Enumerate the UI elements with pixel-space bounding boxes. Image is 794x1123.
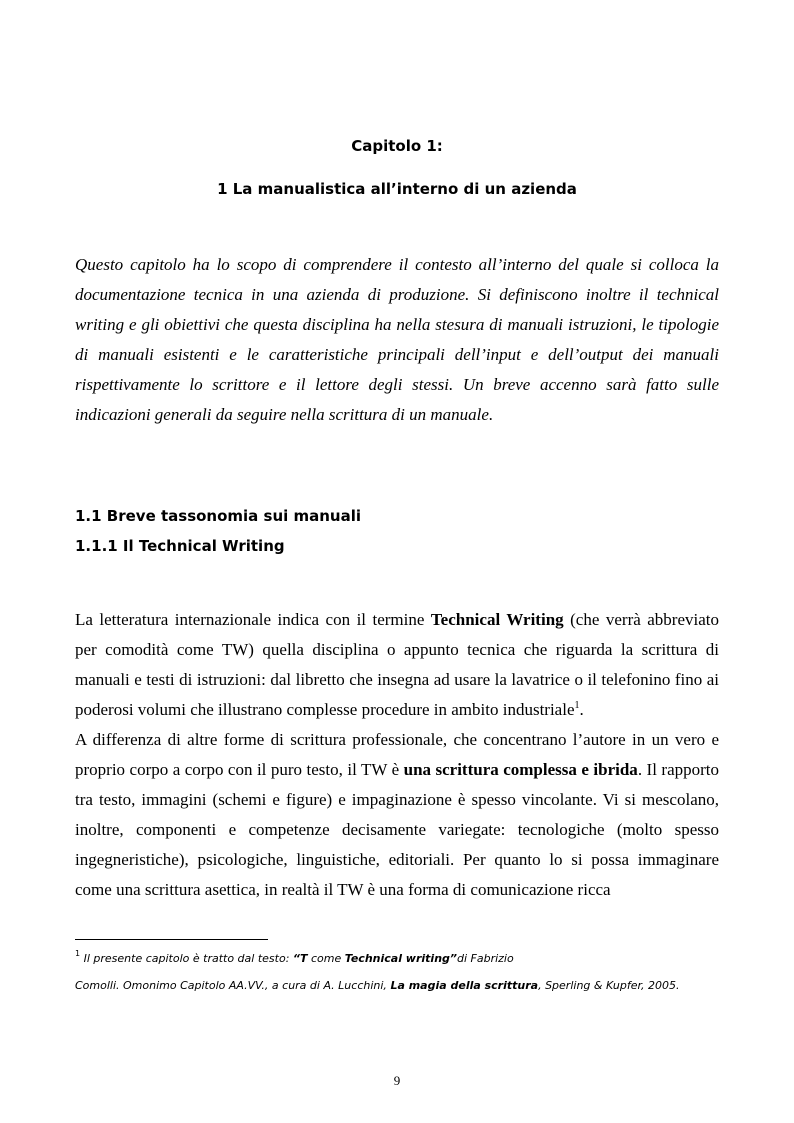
footnote-book-title: La magia della scrittura <box>390 979 539 992</box>
footnote-text-3: “T <box>292 952 308 965</box>
section-heading-1-1-1: 1.1.1 Il Technical Writing <box>75 537 285 555</box>
footnote-text-7: Comolli. Omonimo Capitolo AA.VV., a cura di A. Lucchini, <box>75 979 391 992</box>
page-number: 9 <box>393 1073 401 1088</box>
footnote-text-4: come <box>307 952 345 965</box>
footnote <box>75 945 735 999</box>
footnote-text-1: Il presente capitolo è tratto <box>83 952 235 965</box>
footnote-text-6: di Fabrizio <box>456 952 514 965</box>
section-heading-1-1: 1.1 Breve tassonomia sui manuali <box>75 507 362 525</box>
paragraph-2-text-b: . Il rapporto tra testo, immagini (schemi e figure) e impaginazione è spesso vincolante. Vi si mescolano, inoltre, componenti e competenze decisamente variegate: tecnologiche (molto spesso ingegneristiche), psicologiche, linguistiche, editoriali. Per quanto lo si possa immaginare come una scrittura asettica, in realtà il TW è una forma di comunicazione ricca <box>75 760 719 899</box>
chapter-title: 1 La manualistica all’interno di un azienda <box>217 180 577 198</box>
chapter-label: Capitolo 1: <box>351 137 443 155</box>
footnote-number: 1 <box>75 949 81 958</box>
paragraph-2-text-a: A differenza di altre forme di scrittura professionale, che concentrano l’autore in un vero e proprio corpo a corpo con il puro testo, il TW è <box>75 730 719 779</box>
paragraph-1-text-a: La letteratura internazionale indica con il termine <box>75 610 431 629</box>
paragraph-2 <box>75 725 719 905</box>
paragraph-1-text-b: (che verrà abbreviato per comodità come TW) quella disciplina o appunto tecnica che riguarda la scrittura di manuali e testi di istruzioni: dal libretto che insegna ad usare la lavatrice o il telefonino fino ai poderosi volumi che illustrano complesse procedure in ambito industriale <box>75 610 719 719</box>
paragraph-1 <box>75 605 719 725</box>
chapter-abstract: Questo capitolo ha lo scopo di comprendere il contesto all’interno del quale si colloca la documentazione tecnica in una azienda di produzione. Si definiscono inoltre il technical writing e gli obiettivi che questa disciplina ha nella stesura di manuali istruzioni, le tipologie di manuali esistenti e le caratteristiche principali dell’input e dell’output dei manuali rispettivamente lo scrittore e il lettore degli stessi. Un breve accenno sarà fatto sulle indicazioni generali da seguire nella scrittura di un manuale. <box>75 255 719 424</box>
footnote-separator <box>75 939 268 940</box>
term-technical-writing: Technical Writing <box>430 610 564 629</box>
footnote-text-2: dal testo: <box>234 952 293 965</box>
emphasis-complex-hybrid: una scrittura complessa e ibrida <box>403 760 638 779</box>
footnote-text-5: Technical writing” <box>344 952 457 965</box>
paragraph-1-text-c: . <box>579 700 584 719</box>
body-text <box>75 605 719 905</box>
footnote-reference[interactable]: 1 <box>574 700 580 711</box>
footnote-text-9: , Sperling & Kupfer, 2005. <box>538 979 680 992</box>
